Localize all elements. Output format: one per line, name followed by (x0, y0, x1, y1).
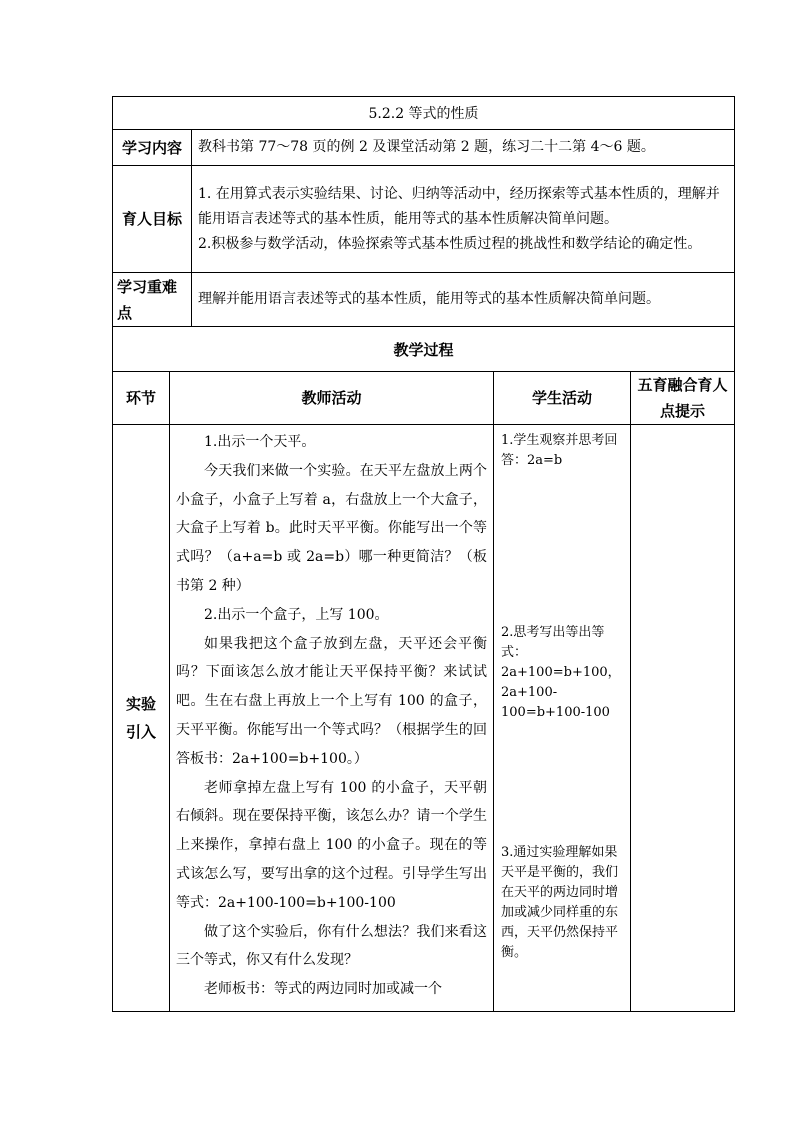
keypoints-text: 理解并能用语言表述等式的基本性质，能用等式的基本性质解决简单问题。 (192, 273, 735, 327)
teacher-paragraph: 老师拿掉左盘上写有 100 的小盒子，天平朝右倾斜。现在要保持平衡，该怎么办？请一个学生上来操作，拿掉右盘上 100 的小盒子。现在的等式该怎么写，要写出拿的这个过程。引导学生写出等式：2a+100-100=b+100-100 (176, 779, 487, 911)
content-text: 教科书第 77～78 页的例 2 及课堂活动第 2 题，练习二十二第 4～6 题。 (192, 130, 735, 166)
lesson-plan-table (112, 96, 735, 1012)
goal-item-2: 2.积极参与数学活动，体验探索等式基本性质过程的挑战性和数学结论的确定性。 (198, 235, 702, 252)
goals-content (192, 166, 735, 273)
tips-cell (631, 425, 735, 1012)
student-activity (494, 425, 631, 1012)
student-step-3: 3.通过实验理解如果天平是平衡的，我们在天平的两边同时增加或减少同样重的东西，天平仍然保持平衡。 (501, 845, 619, 960)
student-step-1: 1.学生观察并思考回答：2a=b (501, 433, 618, 468)
teacher-paragraph: 1.出示一个天平。 (204, 434, 316, 450)
header-teacher: 教师活动 (170, 372, 494, 425)
keypoints-label: 学习重难点 (113, 273, 192, 327)
header-tips: 五育融合育人点提示 (631, 372, 735, 425)
teacher-paragraph: 如果我把这个盒子放到左盘，天平还会平衡吗？下面该怎么放才能让天平保持平衡？来试试吧。生在右盘上再放上一个上写有 100 的盒子，天平平衡。你能写出一个等式吗？（根据学生的回答板书：2a+100=b+100。） (176, 635, 487, 767)
teacher-paragraph: 今天我们来做一个实验。在天平左盘放上两个小盒子，小盒子上写着 a，右盘放上一个大盒子，大盒子上写着 b。此时天平平衡。你能写出一个等式吗？（a+a=b 或 2a=b）哪一种更简洁？（板书第 2 种） (176, 462, 487, 594)
goal-item-1: 1. 在用算式表示实验结果、讨论、归纳等活动中，经历探索等式基本性质的，理解并能用语言表述等式的基本性质，能用等式的基本性质解决简单问题。 (198, 185, 720, 227)
teacher-paragraph: 老师板书：等式的两边同时加或减一个 (204, 981, 442, 998)
content-label: 学习内容 (113, 130, 192, 166)
teacher-activity (170, 425, 494, 1012)
teacher-paragraph: 2.出示一个盒子，上写 100。 (204, 606, 389, 623)
process-section-title: 教学过程 (113, 327, 735, 372)
stage-label: 实验引入 (113, 425, 170, 1012)
lesson-title: 5.2.2 等式的性质 (113, 97, 735, 130)
goals-label: 育人目标 (113, 166, 192, 273)
teacher-paragraph: 做了这个实验后，你有什么想法？我们来看这三个等式，你又有什么发现？ (176, 923, 487, 969)
header-stage: 环节 (113, 372, 170, 425)
header-student: 学生活动 (494, 372, 631, 425)
student-step-2: 2.思考写出等出等式：2a+100=b+100，2a+100-100=b+100-100 (501, 625, 621, 720)
